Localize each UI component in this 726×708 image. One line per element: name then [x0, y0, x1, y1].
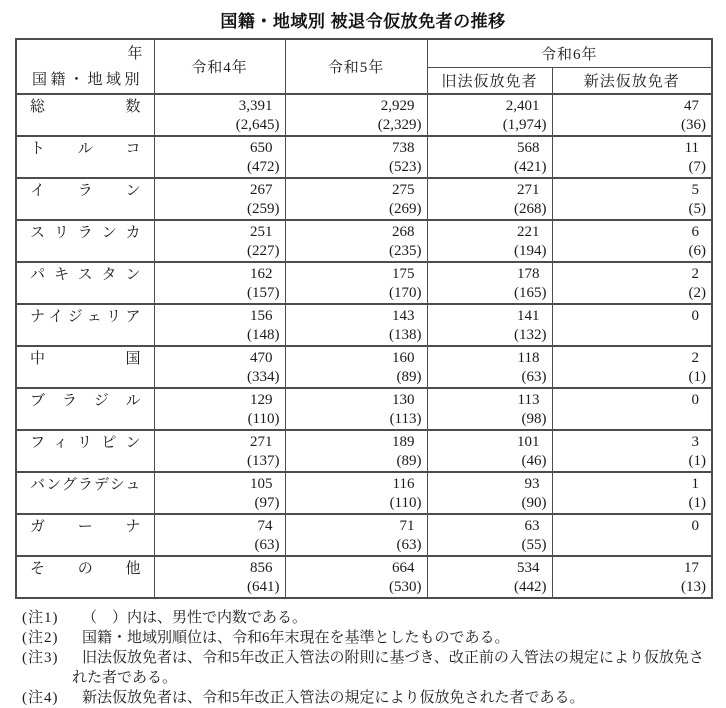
row-label: ブラジル [16, 388, 154, 430]
value-total: 101 [517, 434, 540, 450]
value-cell [552, 94, 712, 136]
value-total: 0 [691, 308, 700, 324]
value-total: 0 [691, 392, 700, 408]
col-header-old-law: 旧法仮放免者 [427, 67, 552, 94]
value-cell [154, 514, 285, 556]
value-cell [285, 136, 427, 178]
value-male: (6) [688, 243, 707, 259]
value-male: (1) [688, 453, 707, 469]
value-cell [552, 346, 712, 388]
value-cell [285, 304, 427, 346]
value-cell [154, 556, 285, 598]
value-male: (63) [254, 537, 280, 553]
note-text: 旧法仮放免者は、令和5年改正入管法の附則に基づき、改正前の入管法の規定により仮放免された者である。 [72, 650, 704, 686]
table-row-others [16, 556, 712, 598]
value-male: (97) [254, 495, 280, 511]
value-total: 2 [691, 266, 700, 282]
value-cell [285, 430, 427, 472]
note-label: (注4) [22, 690, 59, 706]
value-male: (1,974) [502, 117, 547, 133]
provisional-release-table [15, 38, 713, 599]
value-cell [552, 136, 712, 178]
col-header-reiwa6: 令和6年 [427, 39, 712, 67]
value-cell [285, 178, 427, 220]
value-cell [427, 262, 552, 304]
value-male: (46) [521, 453, 547, 469]
value-total: 267 [250, 182, 273, 198]
corner-header-cell [16, 39, 154, 94]
value-male: (1) [688, 369, 707, 385]
row-label: ガーナ [16, 514, 154, 556]
value-cell [552, 388, 712, 430]
header-row-years [16, 39, 712, 67]
row-label: 中国 [16, 346, 154, 388]
value-male: (530) [389, 579, 422, 595]
value-total: 175 [392, 266, 415, 282]
value-cell [427, 304, 552, 346]
value-total: 650 [250, 140, 273, 156]
value-total: 3 [691, 434, 700, 450]
value-total: 856 [250, 560, 273, 576]
value-cell [285, 388, 427, 430]
value-total: 189 [392, 434, 415, 450]
value-cell [552, 514, 712, 556]
value-cell [427, 136, 552, 178]
value-male: (523) [389, 159, 422, 175]
value-total: 568 [517, 140, 540, 156]
value-cell [285, 262, 427, 304]
value-cell [285, 346, 427, 388]
value-total: 664 [392, 560, 415, 576]
value-male: (63) [396, 537, 422, 553]
footnotes [22, 608, 718, 708]
value-cell [154, 220, 285, 262]
value-total: 116 [392, 476, 415, 492]
value-male: (235) [389, 243, 422, 259]
value-cell [427, 472, 552, 514]
table-row-turkey [16, 136, 712, 178]
value-cell [552, 304, 712, 346]
table-row-total [16, 94, 712, 136]
value-cell [285, 94, 427, 136]
col-header-reiwa5: 令和5年 [285, 39, 427, 94]
col-header-new-law: 新法仮放免者 [552, 67, 712, 94]
corner-label-nationality: 国籍・地域別 [32, 72, 140, 88]
value-total: 129 [250, 392, 273, 408]
value-male: (13) [681, 579, 707, 595]
value-cell [427, 178, 552, 220]
value-total: 118 [517, 350, 540, 366]
value-total: 63 [524, 518, 540, 534]
table-row-philippines [16, 430, 712, 472]
page-title: 国籍・地域別 被退令仮放免者の推移 [220, 12, 506, 31]
value-total: 47 [684, 98, 700, 114]
value-total: 6 [691, 224, 700, 240]
value-male: (138) [389, 327, 422, 343]
value-cell [552, 262, 712, 304]
row-label: その他 [16, 556, 154, 598]
value-total: 275 [392, 182, 415, 198]
row-label: 総数 [16, 94, 154, 136]
value-total: 143 [392, 308, 415, 324]
value-male: (2) [688, 285, 707, 301]
value-total: 130 [392, 392, 415, 408]
value-male: (5) [688, 201, 707, 217]
row-label: イラン [16, 178, 154, 220]
value-cell [154, 136, 285, 178]
corner-label-year: 年 [127, 46, 143, 62]
row-label: パキスタン [16, 262, 154, 304]
value-male: (89) [396, 453, 422, 469]
value-total: 11 [684, 140, 700, 156]
value-cell [552, 220, 712, 262]
value-total: 5 [691, 182, 700, 198]
value-total: 93 [524, 476, 540, 492]
value-cell [154, 262, 285, 304]
table-row-brazil [16, 388, 712, 430]
note-text: 国籍・地域別順位は、令和6年末現在を基準としたものである。 [82, 630, 510, 646]
table-row-bangladesh [16, 472, 712, 514]
value-cell [427, 220, 552, 262]
value-total: 271 [250, 434, 273, 450]
value-total: 470 [250, 350, 273, 366]
value-male: (55) [521, 537, 547, 553]
row-label: バングラデシュ [16, 472, 154, 514]
value-male: (269) [389, 201, 422, 217]
value-total: 2 [691, 350, 700, 366]
value-total: 105 [250, 476, 273, 492]
value-cell [154, 346, 285, 388]
value-total: 156 [250, 308, 273, 324]
value-cell [552, 178, 712, 220]
table-row-china [16, 346, 712, 388]
note-2 [22, 628, 718, 648]
value-male: (63) [521, 369, 547, 385]
value-male: (259) [247, 201, 280, 217]
value-cell [427, 514, 552, 556]
value-cell [285, 556, 427, 598]
value-male: (194) [514, 243, 547, 259]
value-male: (90) [521, 495, 547, 511]
note-text: 新法仮放免者は、令和5年改正入管法の規定により仮放免された者である。 [82, 690, 585, 706]
value-total: 160 [392, 350, 415, 366]
table-row-iran [16, 178, 712, 220]
value-male: (110) [389, 495, 422, 511]
note-text: （ ）内は、男性で内数である。 [82, 610, 308, 626]
value-male: (148) [247, 327, 280, 343]
value-total: 141 [517, 308, 540, 324]
note-label: (注1) [22, 610, 59, 626]
value-male: (137) [247, 453, 280, 469]
value-total: 534 [517, 560, 540, 576]
table-row-pakistan [16, 262, 712, 304]
value-male: (421) [514, 159, 547, 175]
value-male: (334) [247, 369, 280, 385]
value-male: (641) [247, 579, 280, 595]
note-1 [22, 608, 718, 628]
value-cell [154, 472, 285, 514]
value-cell [154, 178, 285, 220]
value-total: 2,929 [380, 98, 415, 114]
note-label: (注3) [22, 650, 59, 666]
value-total: 0 [691, 518, 700, 534]
value-male: (1) [688, 495, 707, 511]
value-total: 3,391 [238, 98, 273, 114]
value-total: 738 [392, 140, 415, 156]
row-label: トルコ [16, 136, 154, 178]
note-4 [22, 688, 718, 708]
value-cell [552, 472, 712, 514]
value-cell [427, 388, 552, 430]
value-male: (2,645) [235, 117, 280, 133]
value-cell [427, 556, 552, 598]
value-total: 17 [684, 560, 700, 576]
value-cell [552, 430, 712, 472]
value-cell [154, 304, 285, 346]
value-total: 74 [257, 518, 273, 534]
value-male: (157) [247, 285, 280, 301]
value-cell [285, 472, 427, 514]
value-male: (268) [514, 201, 547, 217]
value-male: (165) [514, 285, 547, 301]
value-total: 268 [392, 224, 415, 240]
value-male: (110) [247, 411, 280, 427]
value-male: (98) [521, 411, 547, 427]
col-header-reiwa4: 令和4年 [154, 39, 285, 94]
value-total: 1 [691, 476, 700, 492]
value-cell [285, 220, 427, 262]
row-label: スリランカ [16, 220, 154, 262]
table-row-srilanka [16, 220, 712, 262]
table-row-ghana [16, 514, 712, 556]
value-cell [285, 514, 427, 556]
value-cell [427, 346, 552, 388]
value-cell [154, 94, 285, 136]
value-male: (36) [681, 117, 707, 133]
value-total: 2,401 [505, 98, 540, 114]
note-label: (注2) [22, 630, 59, 646]
value-total: 178 [517, 266, 540, 282]
table-row-nigeria [16, 304, 712, 346]
value-cell [154, 388, 285, 430]
value-male: (113) [389, 411, 422, 427]
value-male: (170) [389, 285, 422, 301]
value-total: 271 [517, 182, 540, 198]
value-total: 113 [517, 392, 540, 408]
value-cell [427, 430, 552, 472]
note-3 [22, 648, 718, 688]
value-male: (132) [514, 327, 547, 343]
value-cell [552, 556, 712, 598]
value-total: 221 [517, 224, 540, 240]
value-total: 71 [399, 518, 415, 534]
value-male: (2,329) [377, 117, 422, 133]
value-cell [427, 94, 552, 136]
value-male: (7) [688, 159, 707, 175]
value-male: (89) [396, 369, 422, 385]
value-male: (442) [514, 579, 547, 595]
row-label: フィリピン [16, 430, 154, 472]
value-male: (472) [247, 159, 280, 175]
value-cell [154, 430, 285, 472]
value-total: 251 [250, 224, 273, 240]
value-total: 162 [250, 266, 273, 282]
value-male: (227) [247, 243, 280, 259]
row-label: ナイジェリア [16, 304, 154, 346]
